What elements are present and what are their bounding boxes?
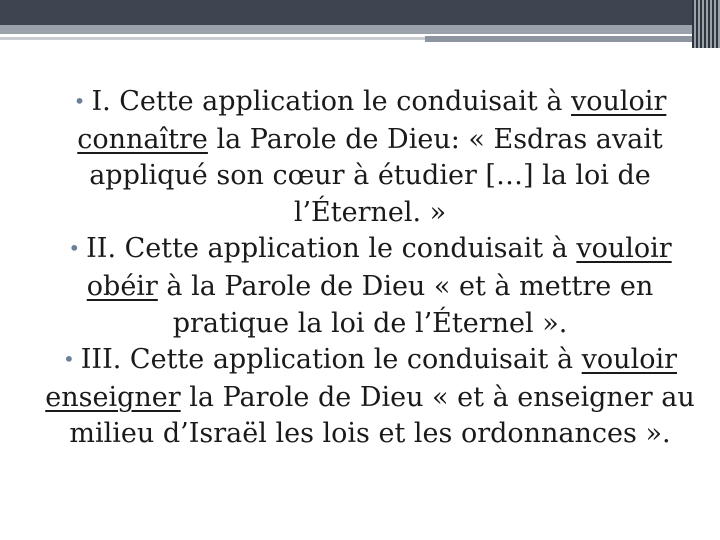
bullet-text-lead: I. Cette application le conduisait à bbox=[91, 86, 572, 117]
header-bar-dark bbox=[0, 0, 720, 25]
bullet-icon: • bbox=[68, 236, 81, 261]
bullet-text-rest: la Parole de Dieu « et à enseigner au milieu d’Israël les lois et les ordonnances ». bbox=[69, 381, 695, 450]
bullet-text-underlined: vouloir obéir bbox=[86, 233, 672, 302]
bullet-item-1 bbox=[40, 84, 700, 231]
bullet-item-3 bbox=[40, 342, 700, 453]
bullet-icon: • bbox=[73, 89, 86, 113]
header-stripes-decoration bbox=[692, 0, 720, 48]
slide-body bbox=[40, 84, 700, 453]
bullet-text-lead: III. Cette application le conduisait à bbox=[80, 344, 582, 376]
bullet-item-2 bbox=[40, 231, 700, 342]
bullet-text-lead: II. Cette application le conduisait à bbox=[86, 233, 577, 265]
header-accent-bar bbox=[425, 36, 695, 42]
bullet-text-rest: la Parole de Dieu: « Esdras avait appliqué son cœur à étudier […] la loi de l’Éternel. » bbox=[89, 123, 663, 228]
header-bar-light bbox=[0, 25, 720, 34]
bullet-icon: • bbox=[62, 347, 75, 372]
bullet-text-underlined: vouloir enseigner bbox=[45, 344, 678, 413]
bullet-text-underlined: vouloir connaître bbox=[77, 86, 667, 155]
bullet-text-rest: à la Parole de Dieu « et à mettre en pratique la loi de l’Éternel ». bbox=[157, 270, 654, 339]
